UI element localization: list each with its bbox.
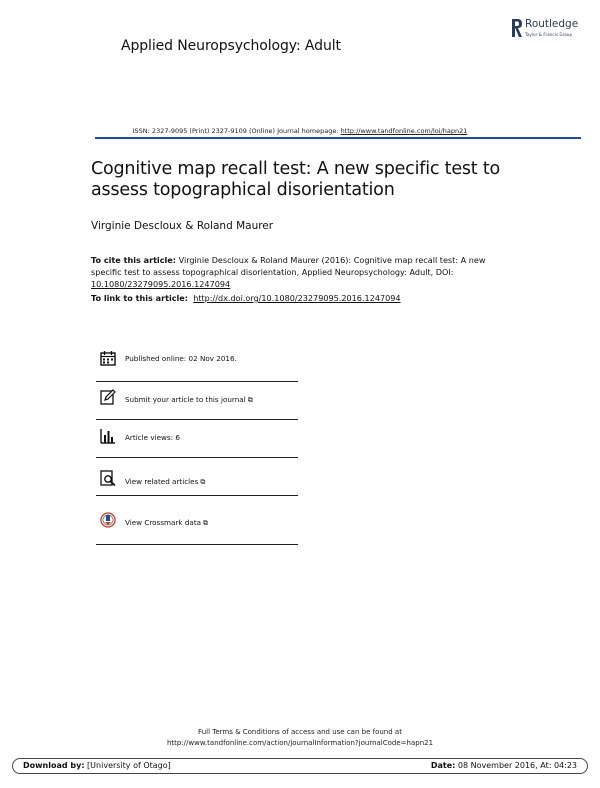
info-row-views bbox=[96, 419, 298, 458]
logo-brand-text: Routledge bbox=[525, 18, 579, 30]
submit-article-text: Submit your article to this journal bbox=[125, 395, 246, 404]
download-date bbox=[431, 761, 577, 770]
crossmark-link[interactable] bbox=[125, 518, 208, 528]
crossmark-text: View Crossmark data bbox=[125, 518, 202, 527]
submit-article-link[interactable] bbox=[125, 395, 253, 405]
article-doi-link[interactable]: http://dx.doi.org/10.1080/23279095.2016.1247094 bbox=[193, 293, 401, 303]
bar-chart-icon bbox=[100, 428, 116, 444]
info-row-related[interactable] bbox=[96, 457, 298, 496]
downloaded-by-value: [University of Otago] bbox=[84, 761, 171, 770]
external-link-icon: ⧉ bbox=[247, 396, 253, 404]
related-articles-text: View related articles bbox=[125, 477, 199, 486]
header-divider bbox=[95, 137, 581, 139]
info-row-published bbox=[96, 343, 298, 382]
citation-doi-link[interactable]: 10.1080/23279095.2016.1247094 bbox=[91, 279, 231, 289]
issn-line bbox=[0, 127, 600, 135]
downloaded-by-label: Download by: bbox=[23, 761, 85, 770]
download-info-bar bbox=[12, 758, 588, 774]
calendar-icon bbox=[100, 350, 116, 366]
downloaded-by bbox=[23, 761, 171, 770]
citation-text: Virginie Descloux & Roland Maurer (2016): Cognitive map recall test: A new specific test to assess topographical disorientation, Applied Neuropsychology: Adult, DOI: bbox=[91, 255, 486, 277]
info-row-crossmark[interactable] bbox=[96, 495, 298, 545]
date-value: 08 November 2016, At: 04:23 bbox=[455, 761, 577, 770]
crossmark-icon bbox=[100, 512, 116, 528]
published-online-text: Published online: 02 Nov 2016. bbox=[125, 354, 237, 363]
date-label: Date: bbox=[430, 761, 456, 770]
link-label: To link to this article: bbox=[91, 293, 189, 303]
external-link-icon: ⧉ bbox=[203, 519, 209, 527]
citation-block bbox=[91, 254, 491, 290]
pencil-icon bbox=[100, 389, 116, 405]
external-link-icon: ⧉ bbox=[200, 478, 206, 486]
citation-label: To cite this article: bbox=[91, 255, 177, 265]
related-articles-link[interactable] bbox=[125, 477, 205, 487]
info-row-submit[interactable] bbox=[96, 381, 298, 420]
journal-title: Applied Neuropsychology: Adult bbox=[121, 38, 341, 54]
routledge-r-icon bbox=[510, 18, 523, 38]
journal-homepage-link[interactable]: http://www.tandfonline.com/loi/hapn21 bbox=[340, 127, 468, 135]
routledge-logo[interactable] bbox=[510, 16, 592, 42]
footer-terms bbox=[0, 727, 600, 748]
magnifier-icon bbox=[100, 470, 116, 486]
article-views-text: Article views: 6 bbox=[125, 433, 180, 442]
article-link-block bbox=[91, 293, 401, 303]
article-title: Cognitive map recall test: A new specific test to assess topographical disorientation bbox=[91, 159, 501, 200]
issn-text: ISSN: 2327-9095 (Print) 2327-9109 (Online) Journal homepage: bbox=[132, 127, 341, 135]
article-authors: Virginie Descloux & Roland Maurer bbox=[91, 220, 274, 232]
terms-url-link[interactable]: http://www.tandfonline.com/action/journalInformation?journalCode=hapn21 bbox=[166, 738, 434, 747]
logo-tagline: Taylor & Francis Group bbox=[525, 32, 573, 37]
terms-line: Full Terms & Conditions of access and use can be found at bbox=[198, 728, 402, 736]
